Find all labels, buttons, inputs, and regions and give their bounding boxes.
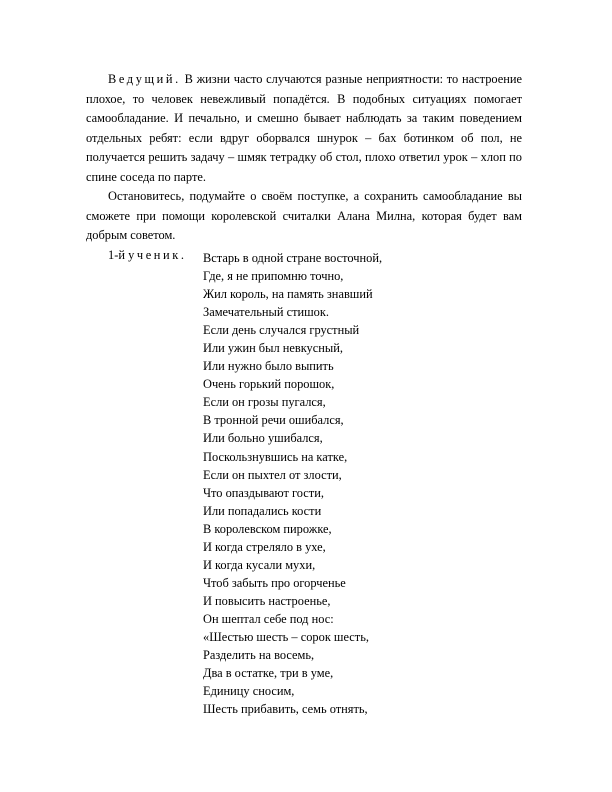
poem (203, 249, 382, 718)
poem-line: Разделить на восемь, (203, 648, 315, 663)
poem-line: В королевском пирожке, (203, 521, 332, 536)
student-label: ученик. (128, 247, 187, 262)
intro-text: В жизни часто случаются разные неприятности: то настроение плохое, то человек невежливый попадётся. В подобных ситуациях помогает самообладание. И печально, и смешно бывает наблюдать за таким поведением отдельных ребят: если вдруг оборвался шнурок – бах ботинком об пол, не получается решить задачу – шмяк тетрадку об стол, плохо ответил урок – хлоп по спине соседа по парте. (86, 72, 522, 184)
speaker-name: Ведущий. (108, 72, 181, 86)
poem-line: Чтоб забыть про огорченье (203, 575, 346, 590)
poem-line: Или больно ушибался, (203, 431, 323, 446)
poem-line: Очень горький порошок, (203, 377, 335, 392)
poem-line: Поскользнувшись на катке, (203, 449, 348, 464)
poem-line: Он шептал себе под нос: (203, 611, 334, 626)
poem-line: «Шестью шесть – сорок шесть, (203, 629, 369, 644)
poem-line: Если он грозы пугался, (203, 395, 326, 410)
poem-line: Или нужно было выпить (203, 359, 334, 374)
poem-line: И повысить настроенье, (203, 593, 331, 608)
poem-line: Если день случался грустный (203, 323, 360, 338)
poem-line: Что опаздывают гости, (203, 485, 324, 500)
poem-line: И когда кусали мухи, (203, 557, 316, 572)
poem-line: Если он пыхтел от злости, (203, 467, 342, 482)
poem-line: Шесть прибавить, семь отнять, (203, 702, 368, 717)
poem-line: Где, я не припомню точно, (203, 269, 344, 284)
poem-line: И когда стреляло в ухе, (203, 539, 326, 554)
student-number: 1-й (108, 247, 125, 262)
poem-line: Два в остатке, три в уме, (203, 666, 334, 681)
poem-line: Единицу сносим, (203, 684, 295, 699)
poem-line: В тронной речи ошибался, (203, 413, 344, 428)
prose-block (86, 70, 522, 265)
poem-line: Жил король, на память знавший (203, 287, 373, 302)
advice-paragraph: Остановитесь, подумайте о своём поступке, а сохранить самообладание вы сможете при помощи королевской считалки Алана Милна, которая будет вам добрым советом. (86, 189, 522, 242)
intro-paragraph (86, 70, 522, 187)
poem-line: Замечательный стишок. (203, 305, 329, 320)
poem-line: Встарь в одной стране восточной, (203, 251, 383, 265)
poem-line: Или ужин был невкусный, (203, 341, 343, 356)
poem-line: Или попадались кости (203, 503, 322, 518)
